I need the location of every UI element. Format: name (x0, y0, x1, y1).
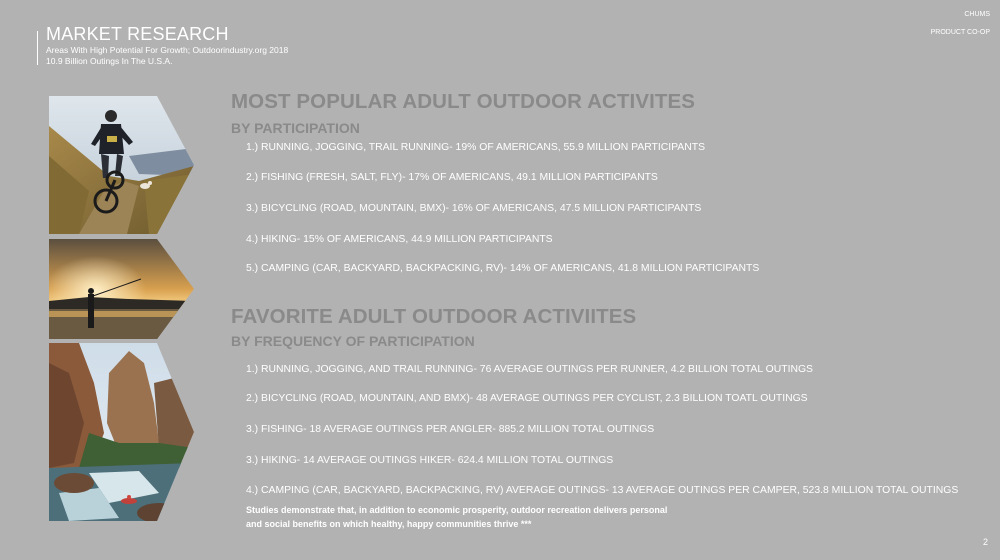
slide-title: MARKET RESEARCH (46, 24, 229, 44)
section2-item: 3.) HIKING- 14 AVERAGE OUTINGS HIKER- 624.4 MILLION TOTAL OUTINGS (246, 455, 614, 466)
section1-item: 4.) HIKING- 15% OF AMERICANS, 44.9 MILLION PARTICIPANTS (246, 234, 553, 245)
section2-subheading: BY FREQUENCY OF PARTICIPATION (231, 333, 475, 349)
page-number: 2 (982, 537, 988, 547)
slide-subtitle: Areas With High Potential For Growth; Outdoorindustry.org 2018 (46, 45, 289, 55)
slide-subtitle-outings: 10.9 Billion Outings In The U.S.A. (46, 56, 173, 66)
section2-item: 4.) CAMPING (CAR, BACKYARD, BACKPACKING, RV) AVERAGE OUTINGS- 13 AVERAGE OUTINGS PER CAMPER, 523.8 MILLION TOTAL OUTINGS (246, 485, 959, 496)
footnote-line1: Studies demonstrate that, in addition to economic prosperity, outdoor recreation delivers personal (246, 505, 668, 515)
fishing-sunset-photo (49, 239, 194, 339)
brand-name: CHUMS (964, 11, 990, 18)
footnote-line2: and social benefits on which healthy, happy communities thrive *** (246, 519, 532, 529)
section1-item: 3.) BICYCLING (ROAD, MOUNTAIN, BMX)- 16% OF AMERICANS, 47.5 MILLION PARTICIPANTS (246, 203, 702, 214)
section2-item: 3.) FISHING- 18 AVERAGE OUTINGS PER ANGLER- 885.2 MILLION TOTAL OUTINGS (246, 424, 655, 435)
canyon-river-photo (49, 343, 194, 521)
section1-heading: MOST POPULAR ADULT OUTDOOR ACTIVITES (231, 90, 696, 113)
mountain-biker-photo (49, 96, 194, 234)
section1-item: 2.) FISHING (FRESH, SALT, FLY)- 17% OF AMERICANS, 49.1 MILLION PARTICIPANTS (246, 172, 658, 183)
section1-item: 5.) CAMPING (CAR, BACKYARD, BACKPACKING, RV)- 14% OF AMERICANS, 41.8 MILLION PARTICIPANTS (246, 263, 760, 274)
section2-item: 2.) BICYCLING (ROAD, MOUNTAIN, AND BMX)- 48 AVERAGE OUTINGS PER CYCLIST, 2.3 BILLION TOATL OUTINGS (246, 393, 808, 404)
header-divider (37, 31, 38, 65)
section1-subheading: BY PARTICIPATION (231, 120, 360, 136)
section2-item: 1.) RUNNING, JOGGING, AND TRAIL RUNNING- 76 AVERAGE OUTINGS PER RUNNER, 4.2 BILLION TOTAL OUTINGS (246, 364, 813, 375)
section2-heading: FAVORITE ADULT OUTDOOR ACTIVIITES (231, 305, 637, 328)
brand-subtitle: PRODUCT CO-OP (930, 29, 990, 36)
section1-item: 1.) RUNNING, JOGGING, TRAIL RUNNING- 19% OF AMERICANS, 55.9 MILLION PARTICIPANTS (246, 142, 706, 153)
